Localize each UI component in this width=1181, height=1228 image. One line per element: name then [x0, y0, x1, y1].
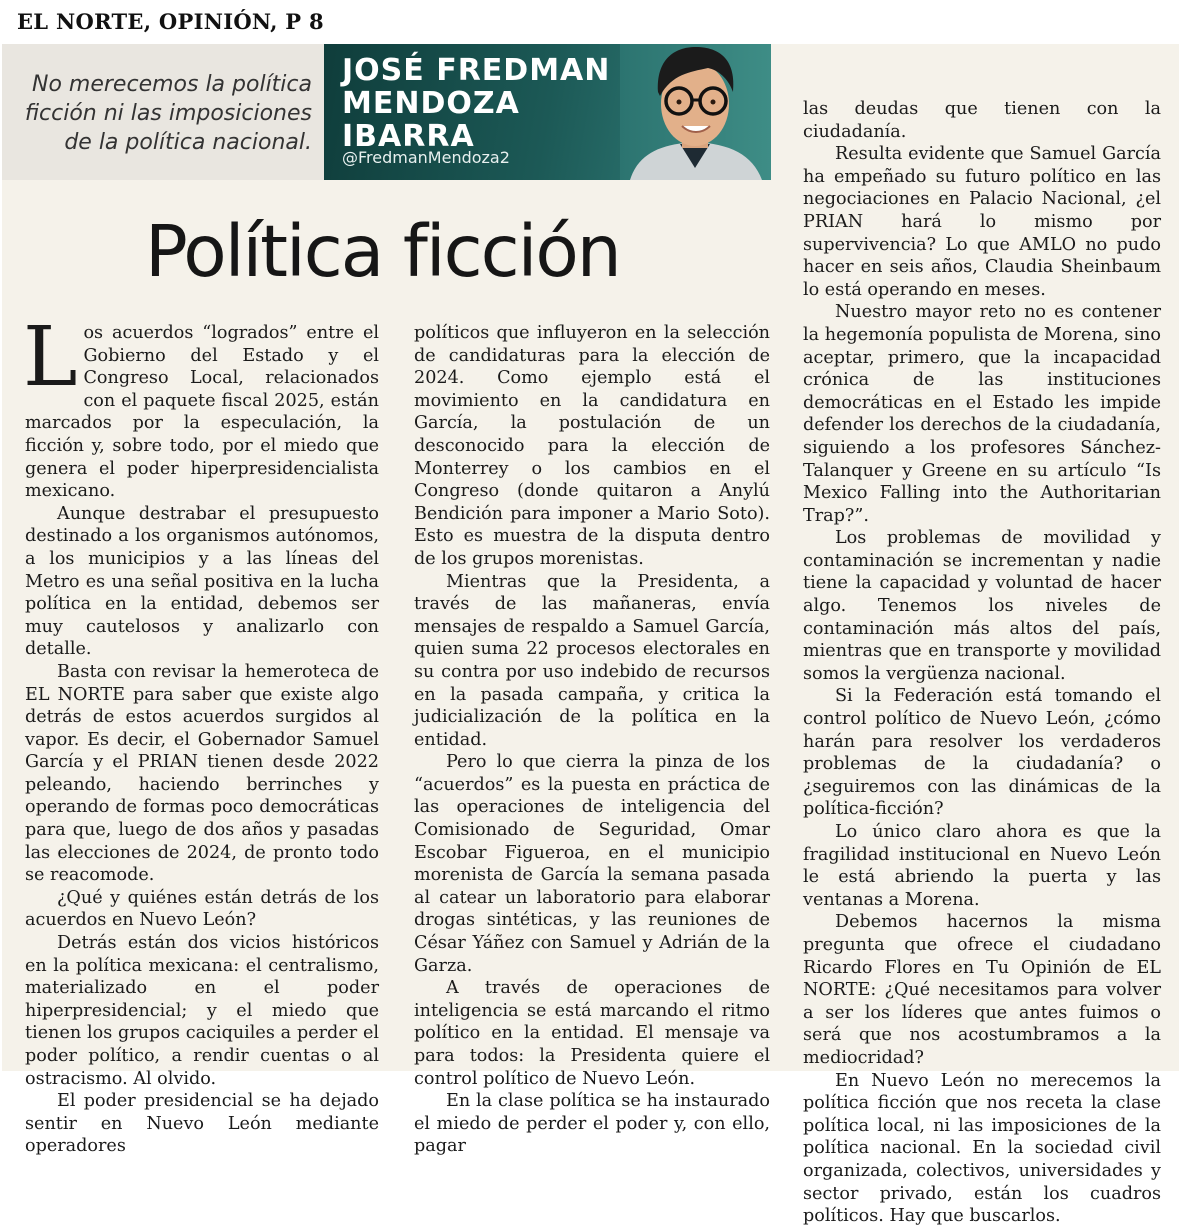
pull-quote: No merecemos la política ficción ni las imposiciones de la política nacional.: [24, 72, 312, 155]
article-column-2: [414, 322, 770, 1158]
drop-cap: L: [23, 310, 78, 405]
source-label: EL NORTE, OPINIÓN, P 8: [17, 9, 324, 34]
headline: Política ficción: [145, 210, 620, 293]
paragraph: En la clase política se ha instaurado el miedo de perder el poder y, con ello, pagar: [414, 1091, 770, 1157]
paragraph: Pero lo que cierra la pinza de los “acuerdos” es la puesta en práctica de las operaciones de inteligencia del Comisionado de Seguridad, Omar Escobar Figueroa, en el municipio morenista de García la semana pasada al catear un laboratorio para elaborar drogas sintéticas, y las reuniones de César Yáñez con Samuel y Adrián de la Garza.: [414, 752, 770, 976]
paragraph: Resulta evidente que Samuel García ha empeñado su futuro político en las negociaciones en Palacio Nacional, ¿el PRIAN hará lo mismo por supervivencia? Lo que AMLO no pudo hacer en seis años, Claudia Sheinbaum lo está operando en meses.: [803, 144, 1161, 300]
author-handle: @FredmanMendoza2: [342, 148, 510, 167]
paragraph: Los acuerdos “logrados” entre el Gobierno del Estado y el Congreso Local, relacionados con el paquete fiscal 2025, están marcados por la especulación, la ficción y, sobre todo, por el miedo que genera el poder hiperpresidencialista mexicano.: [23, 310, 379, 502]
paragraph: Debemos hacernos la misma pregunta que ofrece el ciudadano Ricardo Flores en Tu Opinión de EL NORTE: ¿Qué necesitamos para volver a ser los líderes que antes fuimos o será que nos acostumbramos a la mediocridad?: [803, 912, 1161, 1068]
pull-quote-box: [2, 44, 324, 180]
paragraph: El poder presidencial se ha dejado sentir en Nuevo León mediante operadores: [25, 1091, 379, 1157]
paragraph: Mientras que la Presidenta, a través de las mañaneras, envía mensajes de respaldo a Samuel García, quien suma 22 procesos electorales en su contra por uso indebido de recursos en la pasada campaña, y critica la judicialización de la política en la entidad.: [414, 571, 770, 750]
paragraph: Basta con revisar la hemeroteca de EL NORTE para saber que existe algo detrás de estos acuerdos surgidos al vapor. Es decir, el Gobernador Samuel García y el PRIAN tienen desde 2022 peleando, haciendo berrinches y operando de formas poco democráticas para que, luego de dos años y pasadas las elecciones de 2024, de pronto todo se reacomode.: [25, 661, 379, 886]
paragraph: En Nuevo León no merecemos la política ficción que nos receta la clase política local, ni las imposiciones de la política nacional. En la sociedad civil organizada, colectivos, universidades y sector privado, están los cuadros políticos. Hay que buscarlos.: [803, 1070, 1161, 1227]
article-column-1: [23, 310, 379, 1158]
paragraph: las deudas que tienen con la ciudadanía.: [803, 99, 1161, 142]
paragraph: Nuestro mayor reto no es contener la hegemonía populista de Morena, sino aceptar, primero, que la incapacidad crónica de las instituciones democráticas en el Estado les impide defender los derechos de la ciudadanía, siguiendo a los profesores Sánchez-Talanquer y Greene en su artículo “Is Mexico Falling into the Authoritarian Trap?”.: [803, 302, 1161, 526]
author-portrait: [620, 44, 771, 180]
paragraph: Si la Federación está tomando el control político de Nuevo León, ¿cómo harán para resolver los verdaderos problemas de la ciudadanía? o ¿seguiremos con las dinámicas de la política-ficción?: [803, 686, 1161, 820]
author-banner: [324, 44, 771, 180]
paragraph: A través de operaciones de inteligencia se está marcando el ritmo político en la entidad. El mensaje va para todos: la Presidenta quiere el control político de Nuevo León.: [414, 978, 770, 1089]
paragraph: Detrás están dos vicios históricos en la política mexicana: el centralismo, materializado en el poder hiperpresidencial; y el miedo que tienen los grupos caciquiles a perder el poder político, a rendir cuentas o al ostracismo. Al olvido.: [25, 933, 379, 1089]
author-name: JOSÉ FREDMAN MENDOZA IBARRA: [342, 53, 611, 154]
paragraph: políticos que influyeron en la selección de candidaturas para la elección de 2024. Como ejemplo está el movimiento en la candidatura en García, la postulación de un desconocido para la elección de Monterrey o los cambios en el Congreso (donde quitaron a Anylú Bendición para imponer a Mario Soto). Esto es muestra de la disputa dentro de los grupos morenistas.: [414, 323, 770, 569]
paragraph: Aunque destrabar el presupuesto destinado a los organismos autónomos, a los municipios y a las líneas del Metro es una señal positiva en la lucha política en la entidad, debemos ser muy cautelosos y analizarlo con detalle.: [25, 503, 379, 660]
article-column-3: [803, 98, 1161, 1228]
paragraph: ¿Qué y quiénes están detrás de los acuerdos en Nuevo León?: [25, 887, 379, 931]
paragraph: Lo único claro ahora es que la fragilidad institucional en Nuevo León le está abriendo la puerta y las ventanas a Morena.: [803, 822, 1161, 910]
paragraph: Los problemas de movilidad y contaminación se incrementan y nadie tiene la capacidad y voluntad de hacer algo. Tenemos los niveles de contaminación más altos del país, mientras que en transporte y movilidad somos la vergüenza nacional.: [803, 528, 1161, 684]
